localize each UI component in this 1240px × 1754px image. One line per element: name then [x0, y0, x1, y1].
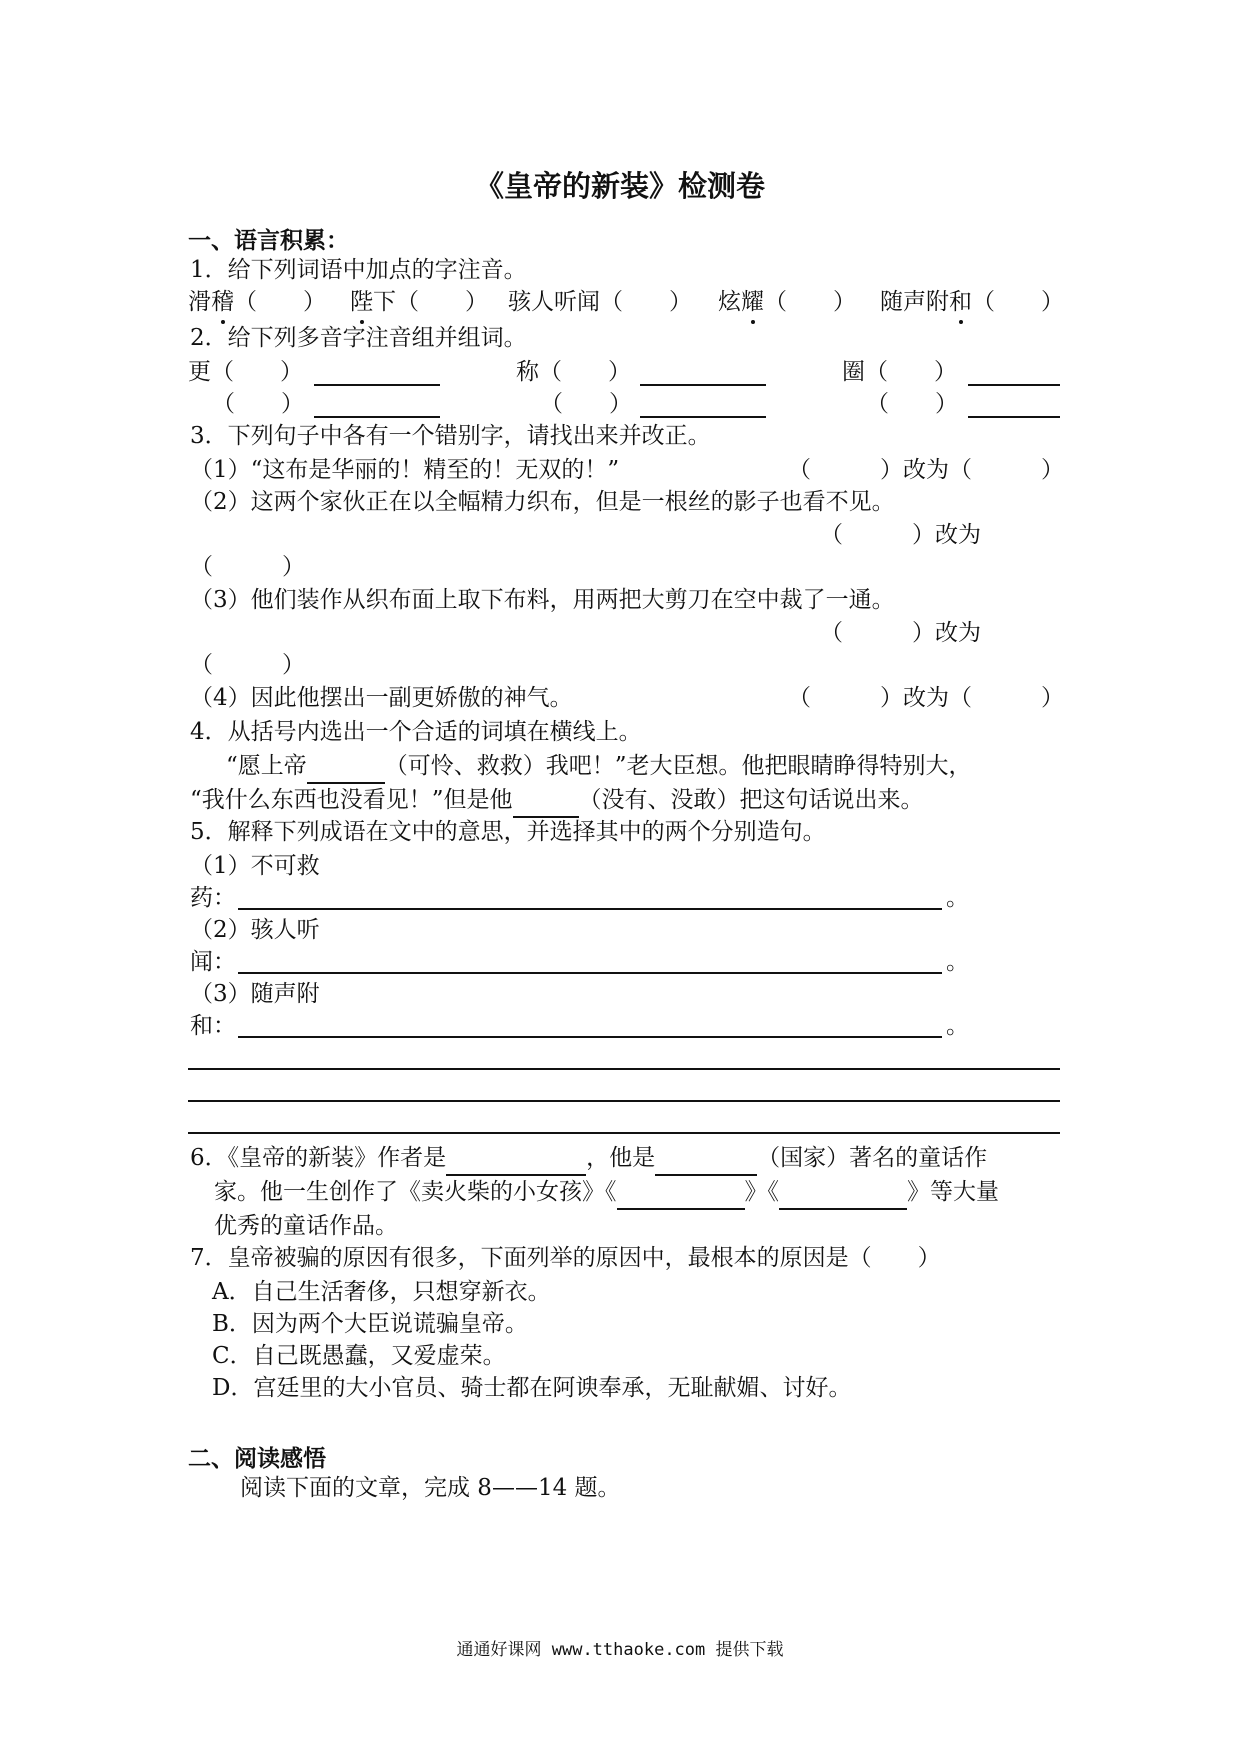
q4-line-1: “愿上帝 （可怜、救救）我吧！”老大臣想。他把眼睛睁得特别大， [226, 750, 972, 784]
q5-item-1-a: （1）不可救 [190, 853, 320, 879]
q4-blank-1[interactable] [307, 750, 385, 784]
sentence-writing-line-3[interactable] [188, 1132, 1060, 1134]
sentence-writing-line-2[interactable] [188, 1100, 1060, 1102]
sentence-writing-line-1[interactable] [188, 1068, 1060, 1070]
q3-fix-4: （ ）改为（ ） [788, 685, 1064, 711]
q2-char-2: 称（ ） [516, 359, 631, 385]
q7-option-d[interactable]: D．宫廷里的大小官员、骑士都在阿谀奉承，无耻献媚、讨好。 [212, 1375, 852, 1401]
q7-option-c[interactable]: C．自己既愚蠢，又爱虚荣。 [212, 1343, 506, 1369]
q3-fix-2: （ ）改为 [820, 522, 981, 548]
q2-paren: （ ） [866, 391, 958, 417]
page-footer: 通通好课网 www.tthaoke.com 提供下载 [456, 1640, 784, 1660]
q6-blank-work-1[interactable] [617, 1176, 745, 1210]
q6-line-1: 6．《皇帝的新装》作者是 ，他是 （国家）著名的童话作 [190, 1142, 987, 1176]
q3-sentence-4: （4）因此他摆出一副更娇傲的神气。 [190, 685, 573, 711]
q3-sentence-1: （1）“这布是华丽的！精至的！无双的！” [190, 457, 620, 483]
q1-item-2: 陛下（ ） [350, 286, 488, 318]
q5-end-1: 。 [946, 885, 969, 911]
q5-item-2-a: （2）骇人听 [190, 917, 320, 943]
section-2-intro: 阅读下面的文章，完成 8——14 题。 [240, 1475, 621, 1501]
q4-blank-2[interactable] [513, 784, 579, 818]
q6-line-2: 家。他一生创作了《卖火柴的小女孩》《 》《 》等大量 [214, 1176, 999, 1210]
q5-item-2-b: 闻： [190, 949, 236, 975]
q6-blank-country[interactable] [655, 1142, 757, 1176]
q1-item-5: 随声附和（ ） [880, 286, 1064, 318]
q5-prompt: 5．解释下列成语在文中的意思，并选择其中的两个分别造句。 [190, 819, 826, 845]
q1-prompt: 1．给下列词语中加点的字注音。 [190, 257, 527, 283]
q2-blank[interactable] [640, 384, 766, 386]
q5-item-3-b: 和： [190, 1013, 236, 1039]
q5-end-3: 。 [946, 1013, 969, 1039]
q2-blank[interactable] [968, 416, 1060, 418]
q5-end-2: 。 [946, 949, 969, 975]
q3-fix-3: （ ）改为 [820, 620, 981, 646]
q2-paren: （ ） [540, 391, 632, 417]
q2-blank[interactable] [640, 416, 766, 418]
q7-prompt: 7．皇帝被骗的原因有很多，下面列举的原因中，最根本的原因是（ ） [190, 1245, 941, 1271]
q5-answer-line-3[interactable] [238, 1036, 942, 1038]
q1-item-3: 骇人听闻（ ） [508, 289, 692, 315]
q2-char-3: 圈（ ） [842, 359, 957, 385]
q3-tail-3: （ ） [190, 652, 305, 678]
q2-blank[interactable] [314, 384, 440, 386]
q2-prompt: 2．给下列多音字注音组并组词。 [190, 325, 527, 351]
q3-sentence-2: （2）这两个家伙正在以全幅精力织布，但是一根丝的影子也看不见。 [190, 489, 895, 515]
q6-blank-work-2[interactable] [779, 1176, 907, 1210]
q5-item-3-a: （3）随声附 [190, 981, 320, 1007]
q1-item-4: 炫耀（ ） [718, 286, 856, 318]
q3-tail-2: （ ） [190, 554, 305, 580]
q5-item-1-b: 药： [190, 885, 236, 911]
q4-line-2: “我什么东西也没看见！”但是他 （没有、没敢）把这句话说出来。 [190, 784, 924, 818]
q5-answer-line-2[interactable] [238, 972, 942, 974]
section-heading-2: 二、阅读感悟 [188, 1446, 326, 1472]
section-heading-1: 一、语言积累： [188, 228, 349, 254]
q6-line-3: 优秀的童话作品。 [214, 1213, 398, 1239]
q7-option-a[interactable]: A．自己生活奢侈，只想穿新衣。 [212, 1279, 551, 1305]
q3-sentence-3: （3）他们装作从织布面上取下布料，用两把大剪刀在空中裁了一通。 [190, 587, 895, 613]
q3-fix-1: （ ）改为（ ） [788, 457, 1064, 483]
q1-item-1: 滑稽（ ） [188, 286, 326, 318]
q7-option-b[interactable]: B．因为两个大臣说谎骗皇帝。 [212, 1311, 528, 1337]
q2-blank[interactable] [314, 416, 440, 418]
q2-blank[interactable] [968, 384, 1060, 386]
q4-prompt: 4．从括号内选出一个合适的词填在横线上。 [190, 719, 642, 745]
q6-blank-author[interactable] [446, 1142, 586, 1176]
q3-prompt: 3．下列句子中各有一个错别字，请找出来并改正。 [190, 423, 711, 449]
q2-char-1: 更（ ） [188, 359, 303, 385]
page-title: 《皇帝的新装》检测卷 [474, 169, 765, 203]
q5-answer-line-1[interactable] [238, 908, 942, 910]
q2-paren: （ ） [212, 391, 304, 417]
